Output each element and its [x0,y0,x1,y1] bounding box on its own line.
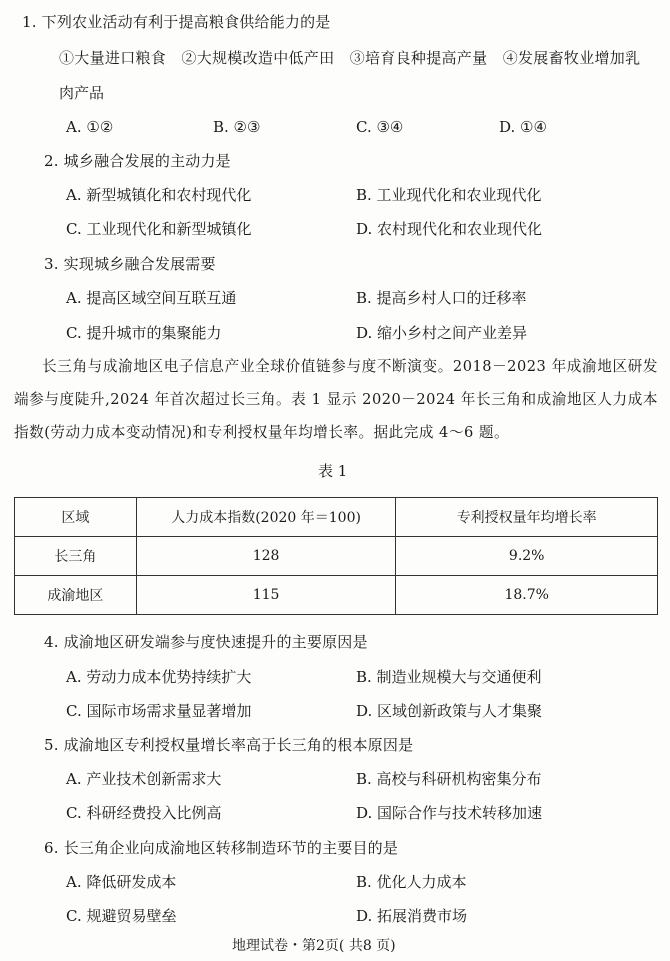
table-cell: 9.2% [396,537,658,576]
question-5-option-b[interactable]: B. 高校与科研机构密集分布 [356,770,542,788]
question-4-stem: 4. 成渝地区研发端参与度快速提升的主要原因是 [44,633,368,651]
question-6-option-d[interactable]: D. 拓展消费市场 [356,907,468,925]
question-4-option-c[interactable]: C. 国际市场需求量显著增加 [66,702,252,720]
question-2-option-a[interactable]: A. 新型城镇化和农村现代化 [66,186,252,204]
question-3-option-d[interactable]: D. 缩小乡村之间产业差异 [356,324,528,342]
page-footer: 地理试卷・第2页( 共8 页) [232,938,396,954]
question-6-option-a[interactable]: A. 降低研发成本 [66,873,177,891]
reading-passage: 长三角与成渝地区电子信息产业全球价值链参与度不断演变。2018－2023 年成渝地区研发端参与度陡升,2024 年首次超过长三角。表 1 显示 2020－2024 年长三角和成渝地区人力成本指数(劳动力成本变动情况)和专利授权量年均增长率。据此完成 4～6 题。 [14,358,658,441]
question-1-items: ①大量进口粮食 ②大规模改造中低产田 ③培育良种提高产量 ④发展畜牧业增加乳 [59,49,641,67]
question-5-option-c[interactable]: C. 科研经费投入比例高 [66,804,222,822]
question-5-option-a[interactable]: A. 产业技术创新需求大 [66,770,222,788]
question-4-option-a[interactable]: A. 劳动力成本优势持续扩大 [66,668,252,686]
question-2-option-b[interactable]: B. 工业现代化和农业现代化 [356,186,542,204]
question-6-stem: 6. 长三角企业向成渝地区转移制造环节的主要目的是 [44,839,399,857]
table-caption: 表 1 [318,462,348,480]
question-1-option-a[interactable]: A. ①② [66,118,114,136]
question-4-option-b[interactable]: B. 制造业规模大与交通便利 [356,668,542,686]
question-6-option-c[interactable]: C. 规避贸易壁垒 [66,907,177,925]
table-header-cell: 专利授权量年均增长率 [396,498,658,537]
question-1-stem: 1. 下列农业活动有利于提高粮食供给能力的是 [22,13,331,31]
table-cell: 115 [136,576,396,615]
table-header-row [15,498,658,537]
table-header-cell: 区域 [15,498,137,537]
question-3-option-c[interactable]: C. 提升城市的集聚能力 [66,324,222,342]
data-table [14,497,658,615]
question-5-stem: 5. 成渝地区专利授权量增长率高于长三角的根本原因是 [44,736,414,754]
question-4-option-d[interactable]: D. 区域创新政策与人才集聚 [356,702,543,720]
question-1-option-d[interactable]: D. ①④ [499,118,547,136]
question-1-option-b[interactable]: B. ②③ [213,118,261,136]
question-2-option-d[interactable]: D. 农村现代化和农业现代化 [356,220,543,238]
question-3-option-b[interactable]: B. 提高乡村人口的迁移率 [356,289,527,307]
question-2-stem: 2. 城乡融合发展的主动力是 [44,152,231,170]
question-2-option-c[interactable]: C. 工业现代化和新型城镇化 [66,220,252,238]
table-cell: 成渝地区 [15,576,137,615]
question-1-items-cont: 肉产品 [59,84,105,102]
question-3-option-a[interactable]: A. 提高区域空间互联互通 [66,289,237,307]
question-1-option-c[interactable]: C. ③④ [356,118,404,136]
table-cell: 128 [136,537,396,576]
table-row [15,537,658,576]
question-5-option-d[interactable]: D. 国际合作与技术转移加速 [356,804,543,822]
table-cell: 18.7% [396,576,658,615]
table-header-cell: 人力成本指数(2020 年＝100) [136,498,396,537]
question-3-stem: 3. 实现城乡融合发展需要 [44,255,216,273]
question-6-option-b[interactable]: B. 优化人力成本 [356,873,467,891]
table-cell: 长三角 [15,537,137,576]
table-row [15,576,658,615]
